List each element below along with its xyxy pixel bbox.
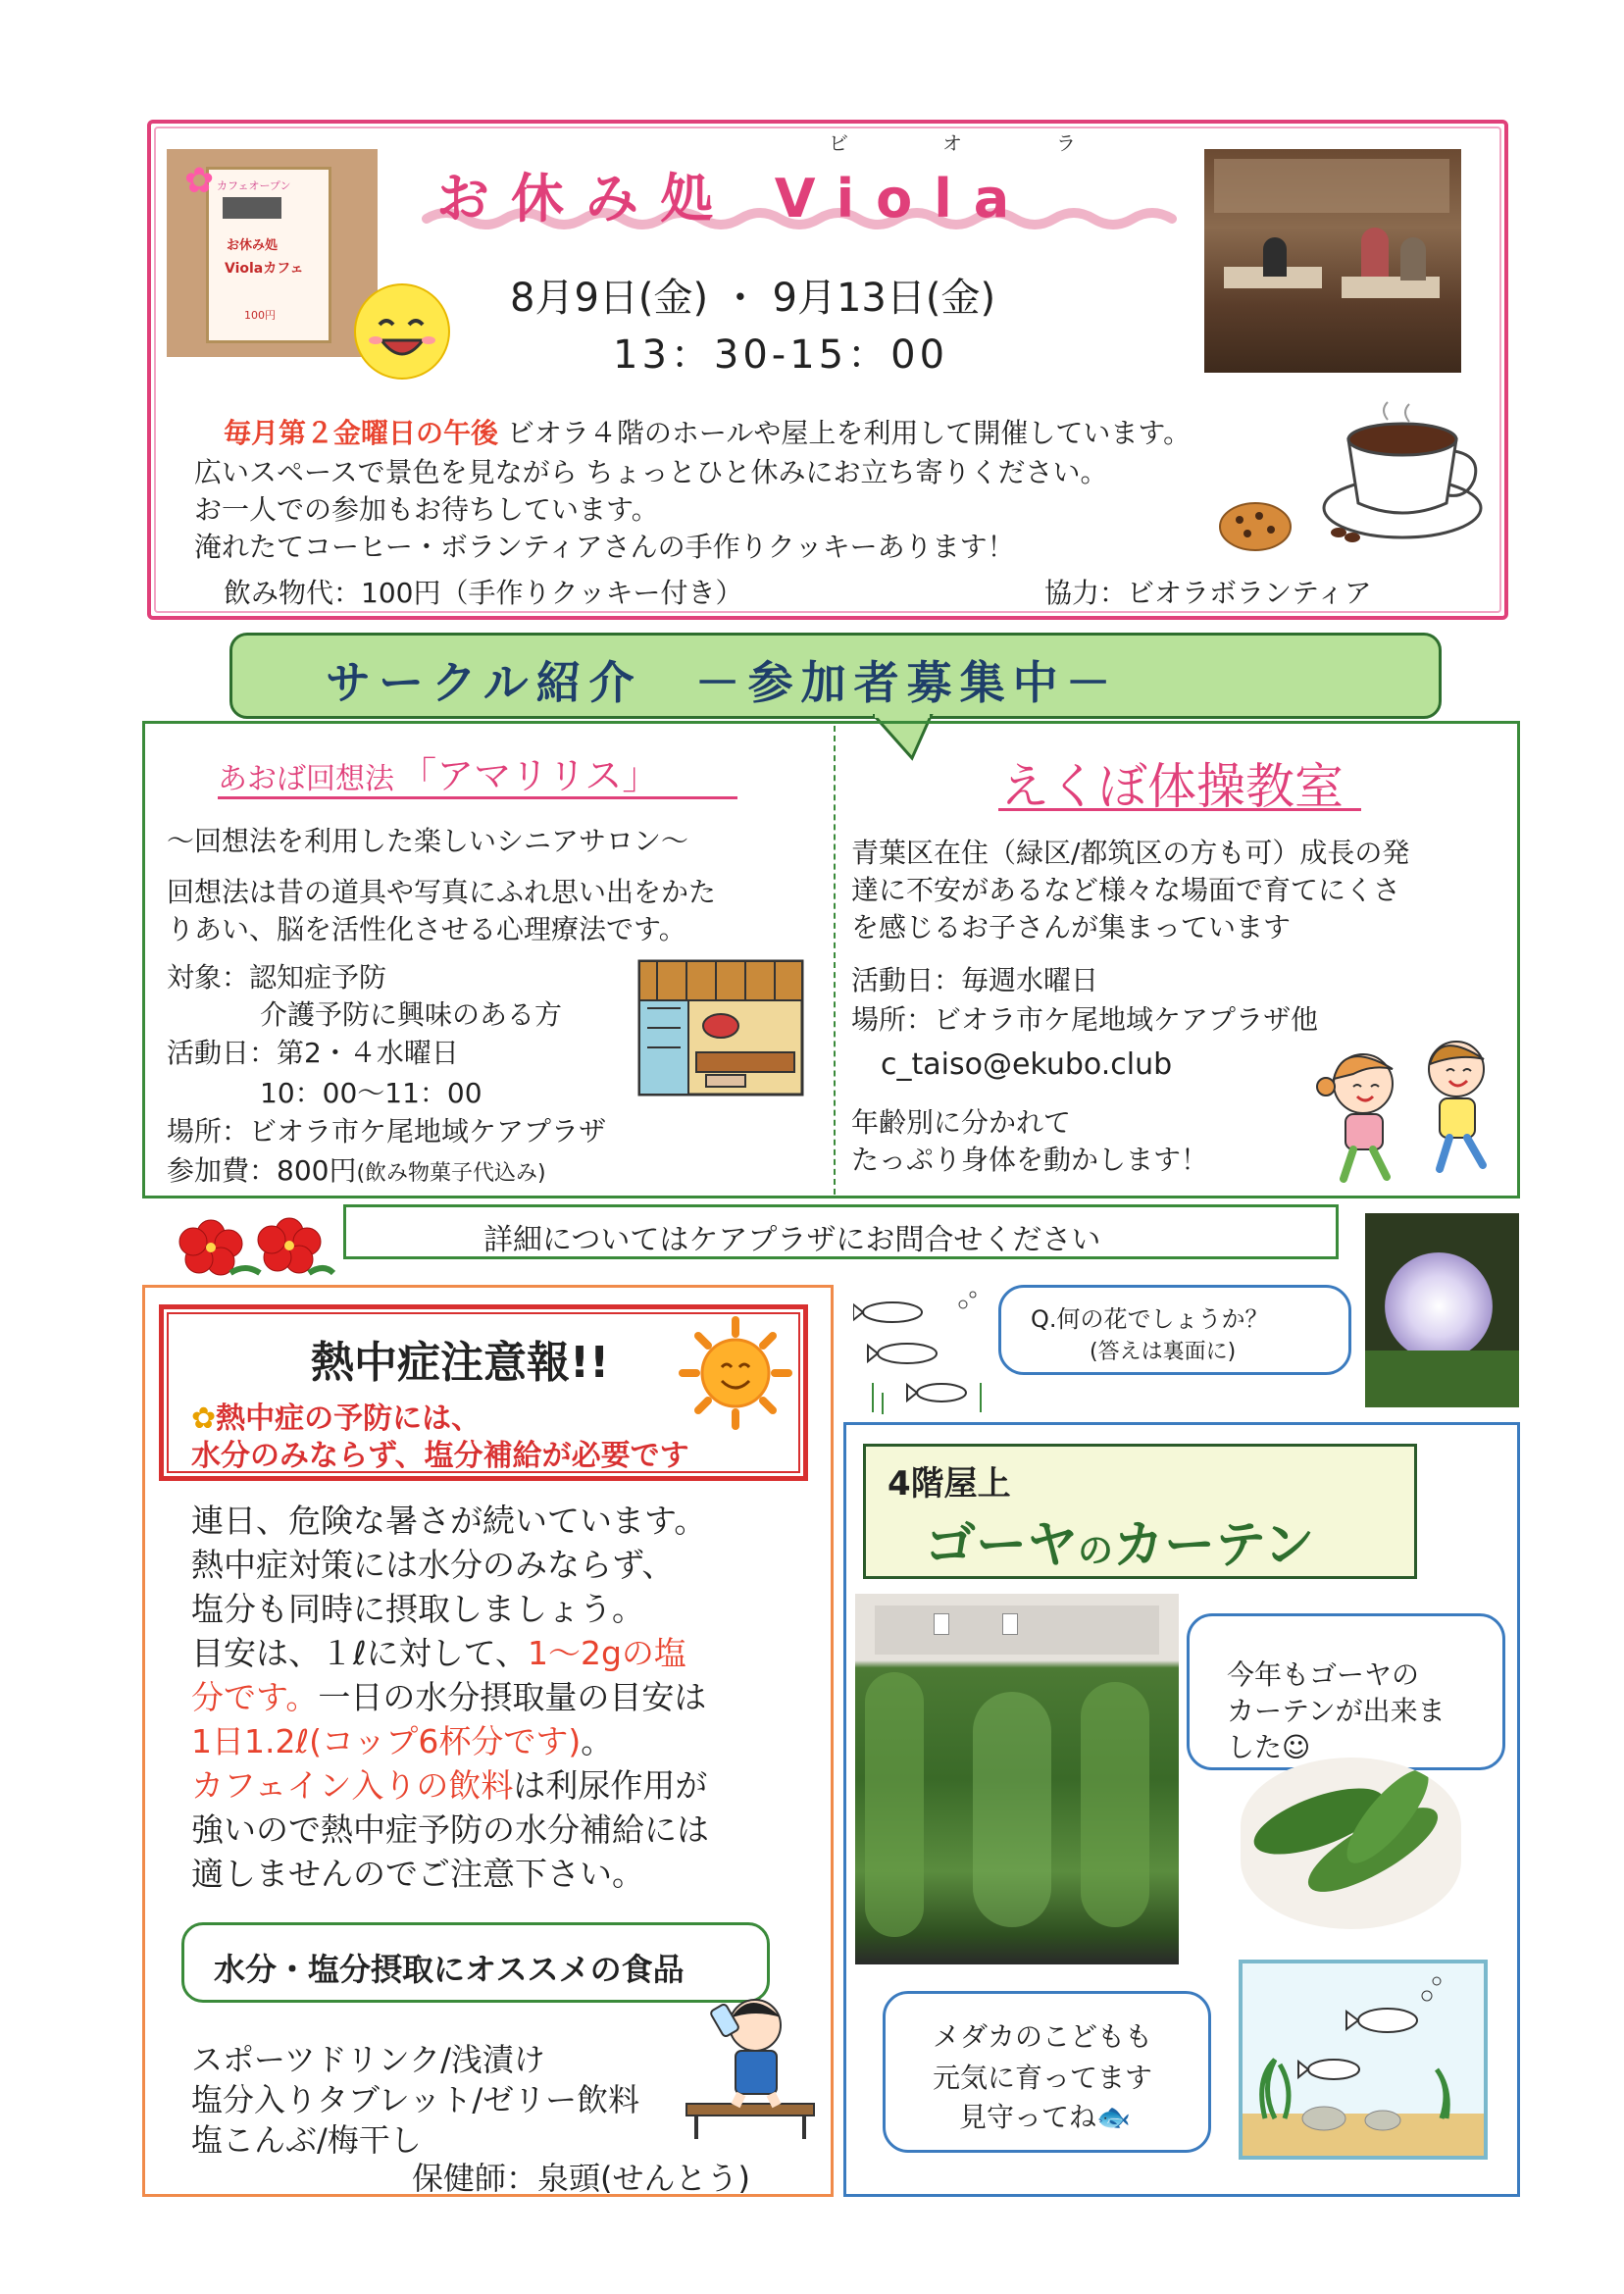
heat-p9: 適しませんのでご注意下さい。 — [191, 1855, 644, 1893]
amaryllis-day2: 10：00～11：00 — [260, 1077, 482, 1109]
food-title: 水分・塩分摂取にオススメの食品 — [214, 1951, 685, 1988]
goya-title-b: カーテン — [1113, 1516, 1315, 1575]
food-item-1: スポーツドリンク/浅漬け — [191, 2041, 545, 2078]
amaryllis-day1: 活動日：第2・４水曜日 — [167, 1037, 459, 1069]
ekubo-underline — [998, 808, 1361, 811]
ekubo-note2: たっぷり身体を動かします！ — [851, 1144, 1209, 1176]
quiz-question: Q.何の花でしょうか？ — [1031, 1305, 1269, 1333]
heat-p6b: 。 — [581, 1722, 614, 1760]
heat-p3: 塩分も同時に摂取しましょう。 — [191, 1590, 644, 1628]
sign-price: 100円 — [244, 309, 276, 322]
amaryllis-desc1: 回想法は昔の道具や写真にふれ思い出をかた — [167, 876, 717, 908]
ekubo-desc3: を感じるお子さんが集まっています — [851, 911, 1292, 943]
goya-title — [925, 1504, 1314, 1577]
japanese-room-illustration — [637, 959, 804, 1096]
viola-line4: 淹れたてコーヒー・ボランティアさんの手作りクッキーあります！ — [194, 531, 1015, 563]
amaryllis-title-prefix: あおば回想法 — [218, 762, 394, 796]
goya-title-no: の — [1078, 1531, 1114, 1571]
cookie-icon — [1216, 498, 1294, 555]
smiley-face-icon — [348, 278, 456, 385]
ekubo-title: えくぼ体操教室 — [1000, 758, 1344, 815]
circle-banner — [229, 633, 1442, 719]
viola-fee: 飲み物代：100円（手作りクッキー付き） — [224, 577, 743, 609]
medaka-line2: 元気に育ってます — [933, 2062, 1153, 2094]
drinking-boy-illustration — [677, 1986, 824, 2143]
food-item-2: 塩分入りタブレット/ゼリー飲料 — [191, 2081, 640, 2118]
amaryllis-fee — [167, 1149, 546, 1189]
amaryllis-target2: 介護予防に興味のある方 — [260, 998, 563, 1031]
viola-line2: 広いスペースで景色を見ながら ちょっとひと休みにお立ち寄りください。 — [194, 456, 1108, 488]
sun-icon — [677, 1314, 794, 1432]
ekubo-note1: 年齢別に分かれて — [851, 1106, 1072, 1139]
viola-title: お休み処 Viola — [436, 168, 1032, 229]
heat-p7b: は利尿作用が — [513, 1766, 708, 1805]
heat-p5 — [191, 1672, 706, 1718]
inquiry-text: 詳細についてはケアプラザにお問合せください — [483, 1223, 1101, 1257]
amaryllis-place: 場所：ビオラ市ケ尾地域ケアプラザ — [167, 1115, 607, 1147]
heat-p8: 強いので熱中症予防の水分補給には — [191, 1810, 709, 1849]
viola-lead-rest: ビオラ４階のホールや屋上を利用して開催しています。 — [506, 417, 1192, 449]
heat-p4a: 目安は、１ℓに対して、 — [191, 1634, 528, 1672]
heat-sub2: 水分のみならず、塩分補給が必要です — [191, 1439, 689, 1473]
amaryllis-title — [218, 745, 659, 799]
heat-p5b: 一日の水分摂取量の目安は — [318, 1678, 707, 1716]
heat-p1: 連日、危険な暑さが続いています。 — [191, 1502, 707, 1540]
food-item-3: 塩こんぶ/梅干し — [191, 2121, 422, 2159]
sign-caption: カフェオープン — [217, 179, 291, 192]
bitter-melon-photo — [1241, 1758, 1461, 1929]
goya-title-a: ゴーヤ — [925, 1516, 1079, 1575]
aquarium-illustration — [1226, 1952, 1500, 2172]
ekubo-desc1: 青葉区在住（緑区/都筑区の方も可）成長の発 — [851, 837, 1410, 869]
goya-bubble-line3: した☺ — [1227, 1731, 1311, 1763]
medaka-line1: メダカのこどもも — [933, 2020, 1153, 2053]
viola-lead-line — [224, 412, 1191, 451]
goya-floor: 4階屋上 — [888, 1464, 1011, 1504]
viola-cooperation: 協力：ビオラボランティア — [1044, 577, 1372, 609]
ekubo-place: 場所：ビオラ市ケ尾地域ケアプラザ他 — [851, 1003, 1319, 1036]
quiz-answer-note: (答えは裏面に) — [1090, 1340, 1237, 1364]
amaryllis-desc2: りあい、脳を活性化させる心理療法です。 — [167, 913, 686, 945]
amaryllis-title-main: 「アマリリス」 — [399, 754, 660, 797]
amaryllis-subtitle: ～回想法を利用した楽しいシニアサロン～ — [167, 825, 689, 857]
amaryllis-fee-note: (飲み物菓子代込み) — [356, 1161, 546, 1186]
goya-bubble-line1: 今年もゴーヤの — [1227, 1658, 1420, 1691]
heat-p6a: 1日1.2ℓ(コップ6杯分です) — [191, 1722, 582, 1760]
hibiscus-flowers-icon — [172, 1204, 338, 1283]
medaka-line3: 見守ってね🐟 — [959, 2101, 1131, 2133]
viola-time: 13：30-15：00 — [613, 332, 949, 378]
circle-divider — [834, 726, 836, 1195]
viola-ruby: ビ オ ラ — [829, 131, 1113, 155]
heat-p5a: 分です。 — [191, 1678, 319, 1716]
goya-header-box — [863, 1444, 1417, 1579]
amaryllis-fee-main: 参加費：800円 — [167, 1154, 357, 1187]
heat-p6 — [191, 1716, 613, 1762]
viola-lead-highlight: 毎月第２金曜日の午後 — [224, 417, 499, 449]
sign-cafe: Violaカフェ — [225, 261, 304, 277]
ekubo-day: 活動日：毎週水曜日 — [851, 964, 1099, 996]
inquiry-box — [343, 1204, 1339, 1259]
flower-decoration: ✿ — [184, 161, 215, 201]
sign-name: お休み処 — [227, 238, 279, 253]
goya-bubble — [1187, 1613, 1505, 1770]
goya-curtain-photo — [855, 1594, 1179, 1964]
amaryllis-target1: 対象：認知症予防 — [167, 961, 387, 994]
heat-p7a: カフェイン入りの飲料 — [191, 1766, 514, 1805]
viola-line3: お一人での参加もお待ちしています。 — [194, 493, 659, 526]
heat-p4b: 1～2gの塩 — [527, 1634, 686, 1672]
goya-bubble-line2: カーテンが出来ま — [1227, 1695, 1446, 1727]
viola-dates: 8月9日(金) ・ 9月13日(金) — [510, 276, 996, 321]
heat-p7 — [191, 1760, 707, 1807]
running-kids-illustration — [1294, 1030, 1510, 1192]
ekubo-email[interactable]: c_taiso@ekubo.club — [881, 1047, 1173, 1082]
circle-banner-title: サークル紹介 －参加者募集中－ — [326, 656, 1119, 709]
heat-sub1-text: 熱中症の予防には、 — [216, 1402, 482, 1436]
cafe-sign-photo — [167, 149, 378, 357]
cafe-interior-photo — [1204, 149, 1461, 373]
heat-p2: 熱中症対策には水分のみならず、 — [191, 1546, 675, 1584]
nurse-name: 保健師：泉頭(せんとう) — [412, 2160, 750, 2197]
sunflower-icon: ✿ — [191, 1402, 217, 1436]
heat-p4 — [191, 1628, 686, 1674]
coffee-cup-icon — [1319, 400, 1486, 547]
fish-doodles — [853, 1285, 1000, 1422]
amaryllis-underline — [218, 796, 737, 799]
heat-title: 熱中症注意報!! — [311, 1338, 610, 1388]
flower-photo — [1365, 1213, 1519, 1407]
ekubo-desc2: 達に不安があるなど様々な場面で育てにくさ — [851, 874, 1401, 906]
quiz-bubble — [998, 1285, 1351, 1375]
medaka-bubble — [883, 1991, 1211, 2153]
